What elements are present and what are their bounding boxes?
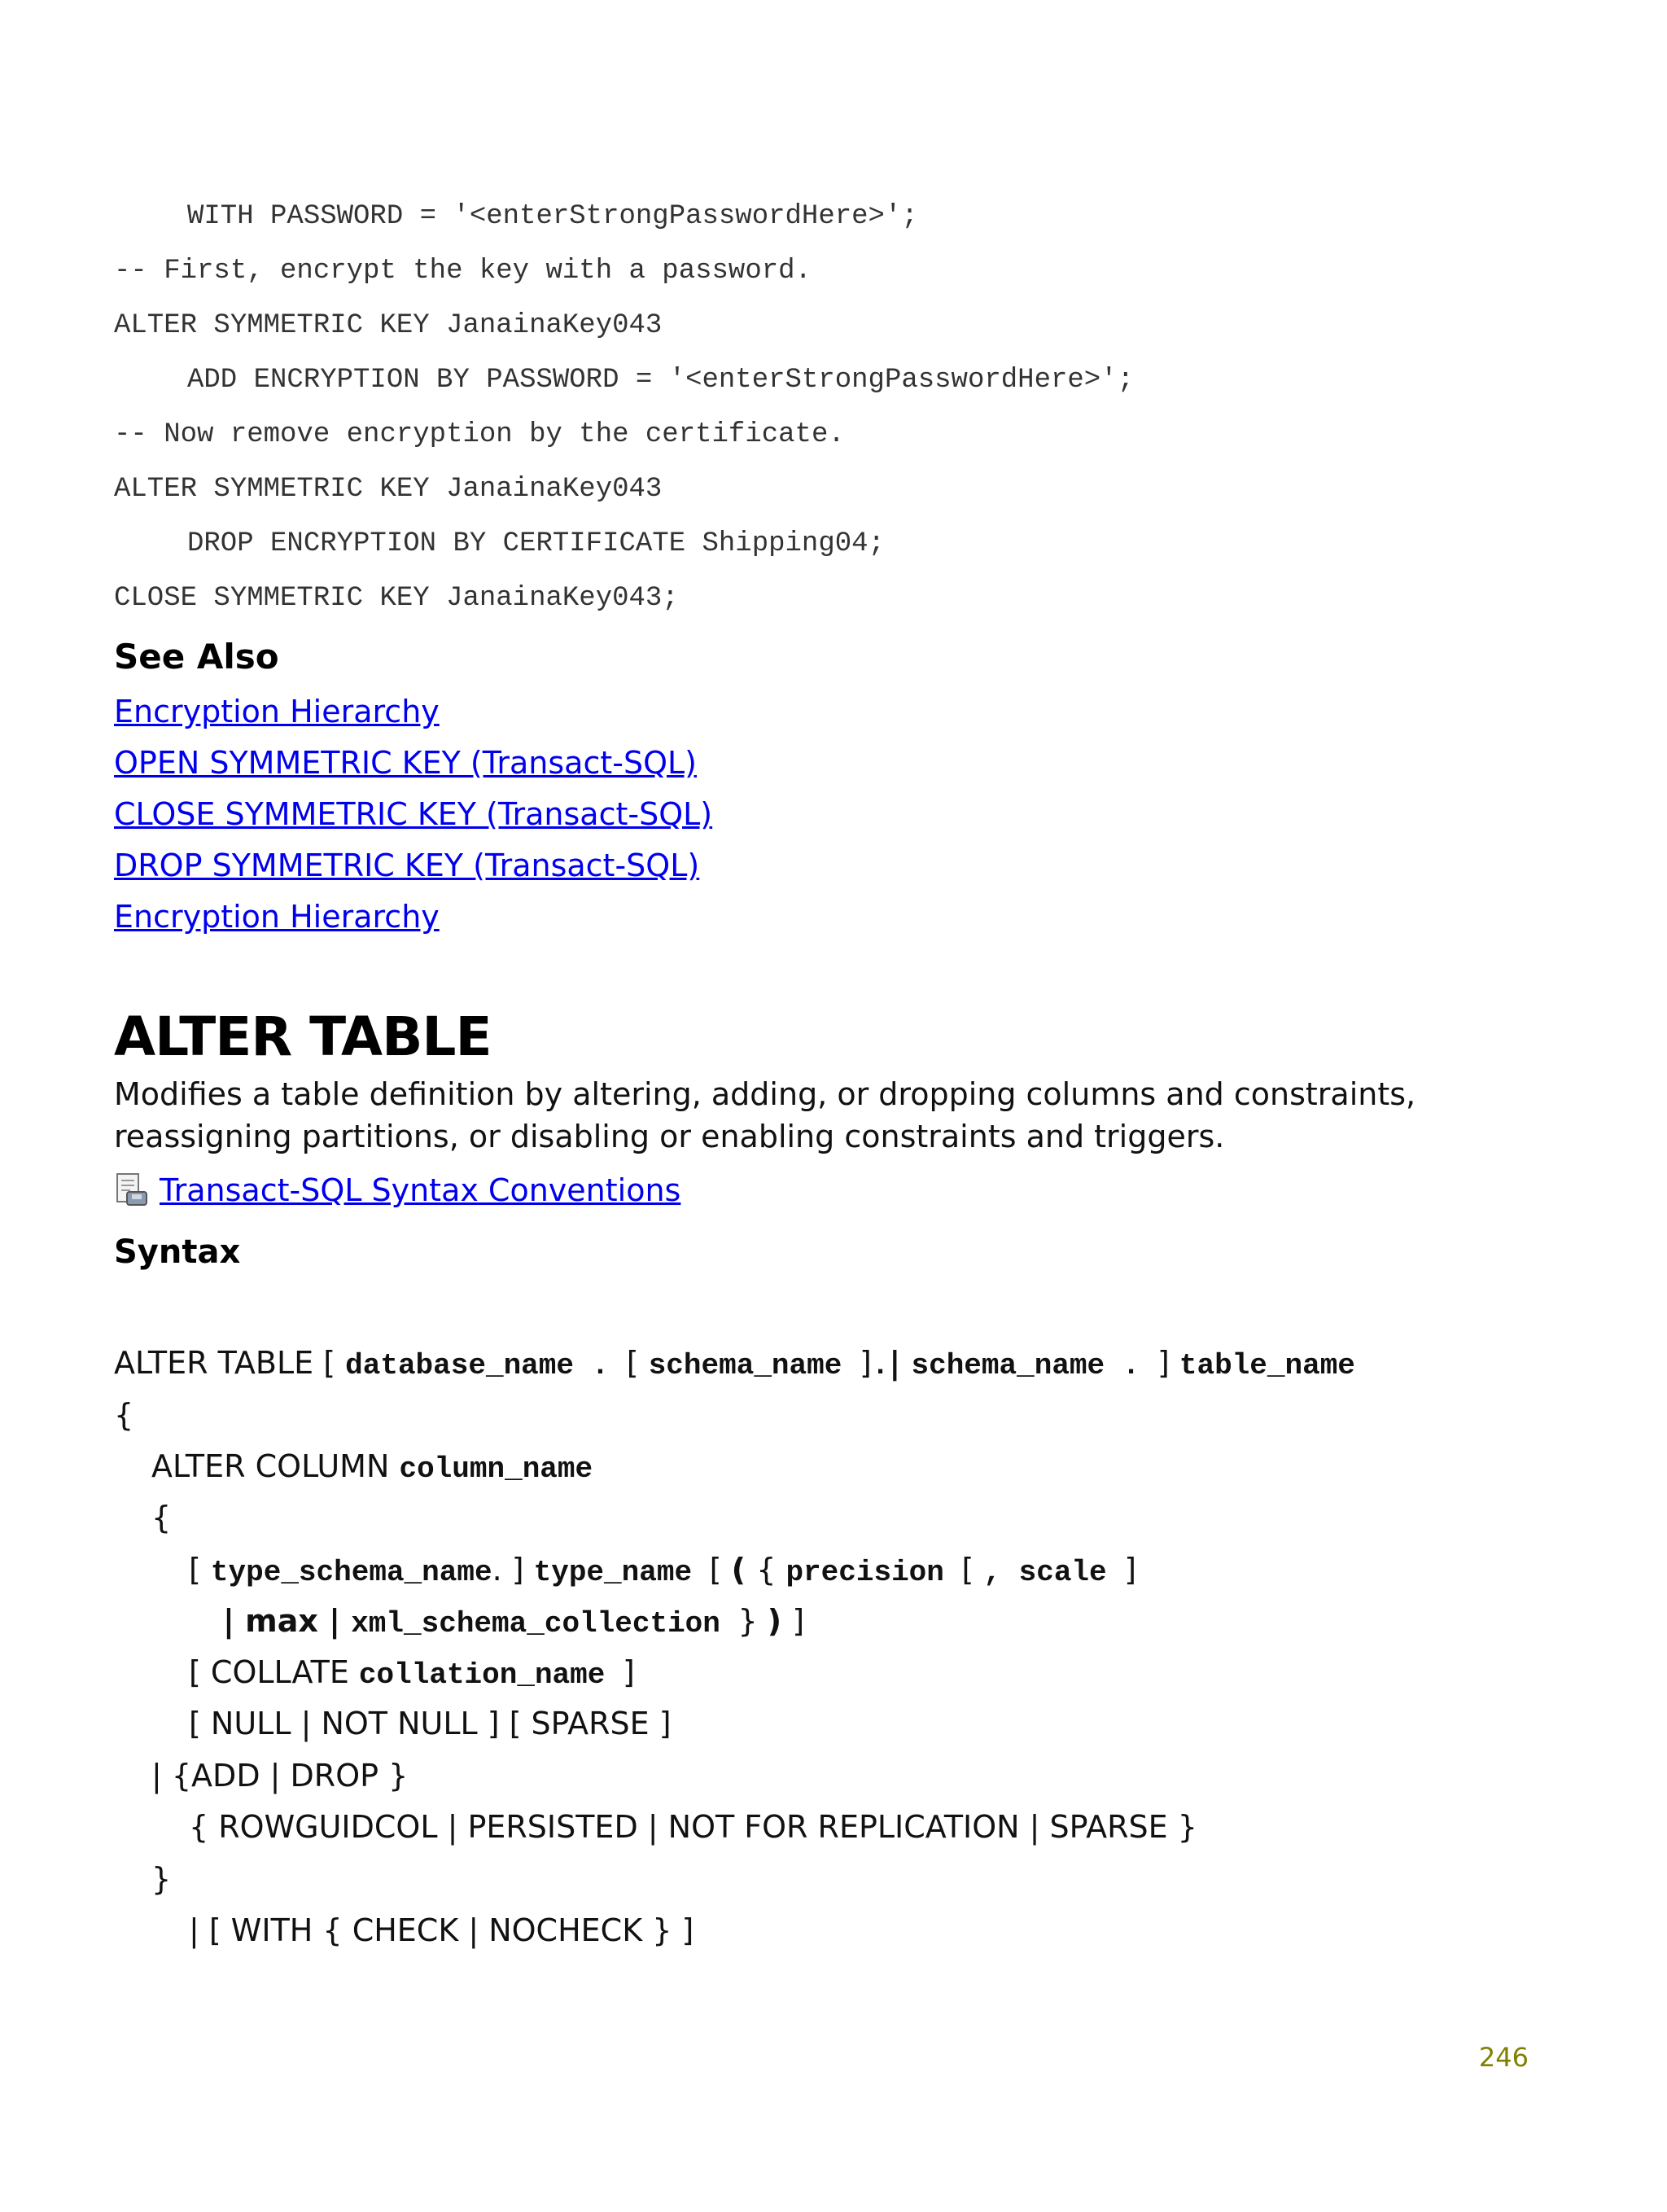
syntax-token: | (889, 1345, 912, 1381)
syntax-token: , (983, 1556, 1019, 1589)
syntax-token: { (756, 1552, 786, 1588)
link-open-symmetric-key[interactable]: OPEN SYMMETRIC KEY (Transact-SQL) (114, 745, 697, 781)
syntax-token: . (871, 1349, 890, 1382)
link-encryption-hierarchy[interactable]: Encryption Hierarchy (114, 694, 440, 729)
topic-title: ALTER TABLE (114, 1005, 492, 1068)
syntax-line (189, 1547, 1136, 1596)
syntax-line: | {ADD | DROP } (151, 1758, 409, 1794)
syntax-argument: scale (1018, 1556, 1125, 1589)
code-comment: -- First, encrypt the key with a password. (114, 256, 812, 287)
syntax-token: } (737, 1603, 768, 1639)
syntax-argument: precision (785, 1556, 962, 1589)
syntax-line (223, 1598, 804, 1647)
code-line: CLOSE SYMMETRIC KEY JanainaKey043; (114, 583, 679, 614)
syntax-line (189, 1649, 635, 1698)
syntax-line (151, 1443, 593, 1492)
see-also-heading: See Also (114, 637, 279, 677)
code-line: DROP ENCRYPTION BY CERTIFICATE Shipping04; (187, 528, 885, 559)
link-close-symmetric-key[interactable]: CLOSE SYMMETRIC KEY (Transact-SQL) (114, 796, 713, 832)
syntax-conventions-row (114, 1172, 680, 1208)
syntax-argument: xml_schema_collection (351, 1607, 738, 1640)
code-line: ALTER SYMMETRIC KEY JanainaKey043 (114, 310, 663, 341)
syntax-token: ] (1157, 1345, 1179, 1381)
syntax-heading: Syntax (114, 1233, 241, 1271)
syntax-token: ALTER COLUMN (151, 1448, 400, 1484)
syntax-token: | (223, 1603, 246, 1639)
link-drop-symmetric-key[interactable]: DROP SYMMETRIC KEY (Transact-SQL) (114, 848, 700, 883)
code-comment: -- Now remove encryption by the certificate. (114, 419, 845, 450)
syntax-line: [ NULL | NOT NULL ] [ SPARSE ] (189, 1706, 672, 1741)
syntax-token: ] (622, 1654, 635, 1690)
syntax-token: | (329, 1603, 352, 1639)
link-encryption-hierarchy[interactable]: Encryption Hierarchy (114, 899, 440, 935)
syntax-argument: column_name (399, 1452, 593, 1486)
syntax-token: [ (189, 1552, 211, 1588)
syntax-argument: collation_name (358, 1658, 623, 1692)
syntax-line: } (151, 1861, 172, 1897)
code-line: WITH PASSWORD = '<enterStrongPasswordHere>'; (187, 201, 918, 232)
syntax-argument: type_name (533, 1556, 710, 1589)
syntax-token: [ (961, 1552, 984, 1588)
topic-description: Modifies a table definition by altering, adding, or dropping columns and constraints, reassigning partitions, or disabling or enabling constraints and triggers. (114, 1076, 1416, 1154)
syntax-conventions-link[interactable]: Transact-SQL Syntax Conventions (160, 1172, 681, 1208)
code-line: ADD ENCRYPTION BY PASSWORD = '<enterStrongPasswordHere>'; (187, 365, 1134, 396)
syntax-token: [ (709, 1552, 732, 1588)
syntax-argument: type_schema_name (210, 1556, 492, 1589)
syntax-argument: schema_name . (911, 1349, 1157, 1382)
syntax-token: ( (731, 1552, 757, 1588)
syntax-token: ) (767, 1603, 793, 1639)
document-link-icon (114, 1172, 150, 1208)
syntax-token: ] (1124, 1552, 1137, 1588)
syntax-keyword: max (245, 1603, 330, 1639)
syntax-token: [ (626, 1345, 649, 1381)
syntax-argument: database_name . (345, 1349, 627, 1382)
syntax-argument: schema_name (648, 1349, 860, 1382)
syntax-line: | [ WITH { CHECK | NOCHECK } ] (189, 1912, 694, 1948)
syntax-token: ] (792, 1603, 805, 1639)
syntax-token: ALTER TABLE [ (114, 1345, 346, 1381)
syntax-line (114, 1340, 1355, 1389)
syntax-argument: table_name (1179, 1349, 1355, 1382)
syntax-token: . ] (492, 1552, 534, 1588)
syntax-token: [ COLLATE (189, 1654, 359, 1690)
syntax-token: ] (859, 1345, 872, 1381)
syntax-line: { (114, 1397, 134, 1433)
page-number: 246 (1478, 2042, 1529, 2073)
syntax-line: { ROWGUIDCOL | PERSISTED | NOT FOR REPLICATION | SPARSE } (189, 1809, 1197, 1845)
syntax-line: { (151, 1500, 172, 1535)
code-line: ALTER SYMMETRIC KEY JanainaKey043 (114, 474, 663, 505)
